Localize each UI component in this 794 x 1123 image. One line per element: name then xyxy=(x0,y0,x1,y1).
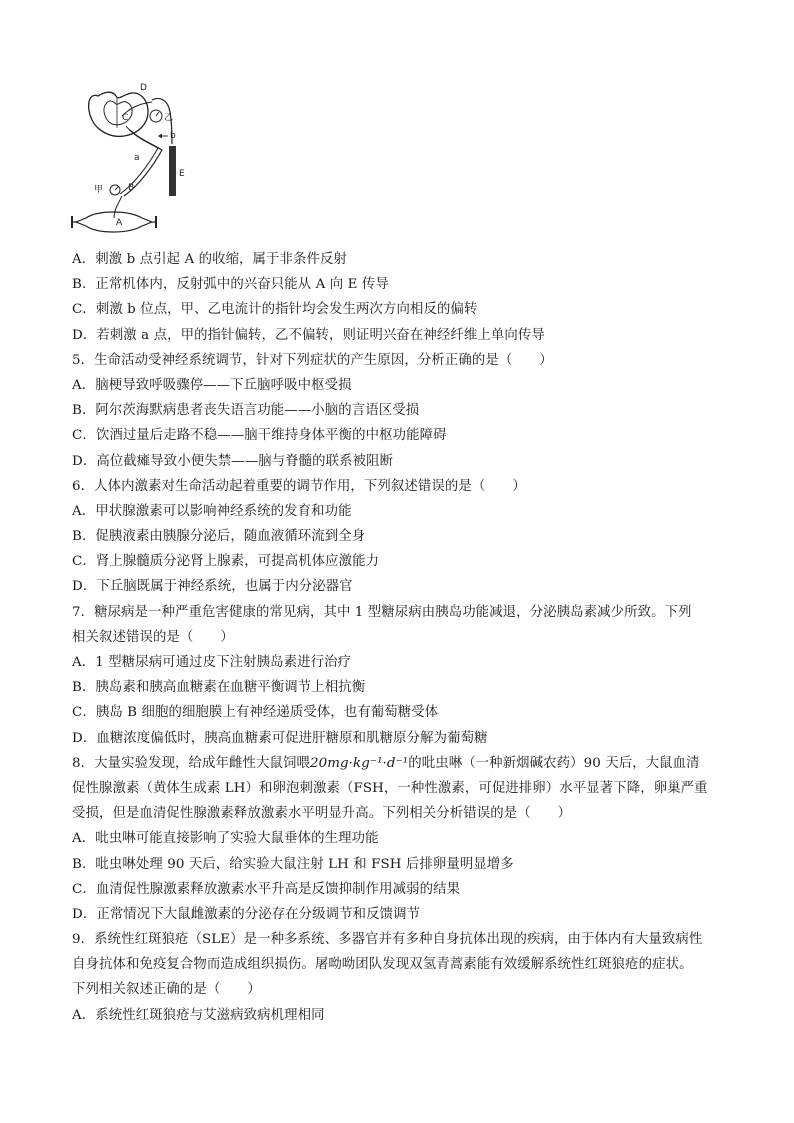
q5-option-a: A．脑梗导致呼吸骤停——下丘脑呼吸中枢受损 xyxy=(72,377,352,393)
meter-yi-needle xyxy=(156,112,159,116)
q9-stem-line3: 下列相关叙述正确的是（ ） xyxy=(72,982,261,998)
q8-option-d: D．正常情况下大鼠雌激素的分泌存在分级调节和反馈调节 xyxy=(72,906,421,922)
q8-option-a: A．吡虫啉可能直接影响了实验大鼠垂体的生理功能 xyxy=(72,831,379,847)
label-d: D xyxy=(140,83,147,93)
q4-option-a: A．刺激 b 点引起 A 的收缩，属于非条件反射 xyxy=(72,252,347,267)
label-b-upper: B xyxy=(128,183,135,193)
q7-option-a: A．1 型糖尿病可通过皮下注射胰岛素进行治疗 xyxy=(72,655,352,670)
q6-stem: 6．人体内激素对生命活动起着重要的调节作用，下列叙述错误的是（ ） xyxy=(72,478,526,494)
q7-option-b: B．胰岛素和胰高血糖素在血糖平衡调节上相抗衡 xyxy=(72,680,366,696)
label-c: C xyxy=(122,113,129,123)
q6-option-b: B．促胰液素由胰腺分泌后，随血液循环流到全身 xyxy=(72,529,366,545)
q6-option-d: D．下丘脑既属于神经系统，也属于内分泌器官 xyxy=(72,579,353,595)
q9-option-a: A．系统性红斑狼疮与艾滋病致病机理相同 xyxy=(72,1007,325,1023)
effector-e-shape xyxy=(169,146,176,196)
label-yi: 乙 xyxy=(164,113,174,123)
nerve-ending xyxy=(114,196,122,218)
q8-option-c: C．血清促性腺激素释放激素水平升高是反馈抑制作用减弱的结果 xyxy=(72,881,461,897)
q8-stem-post: 的吡虫啉（一种新烟碱农药）90 天后，大鼠血清 xyxy=(408,755,700,771)
label-jia: 甲 xyxy=(94,185,104,195)
question-content xyxy=(72,247,732,1028)
meter-jia-needle xyxy=(115,187,118,190)
reflex-arc-figure xyxy=(68,78,198,238)
q8-stem-line1 xyxy=(72,751,732,776)
q4-option-b: B．正常机体内，反射弧中的兴奋只能从 A 向 E 传导 xyxy=(72,277,389,293)
q5-option-c: C．饮酒过量后走路不稳——脑干维持身体平衡的中枢功能障碍 xyxy=(72,428,447,444)
q8-option-b: B．吡虫啉处理 90 天后，给实验大鼠注射 LH 和 FSH 后排卵量明显增多 xyxy=(72,856,514,872)
q5-option-d: D．高位截瘫导致小便失禁——脑与脊髓的联系被阻断 xyxy=(72,453,394,469)
q4-option-d: D．若刺激 a 点，甲的指针偏转，乙不偏转，则证明兴奋在神经纤维上单向传导 xyxy=(72,327,545,343)
q4-option-c: C．刺激 b 位点，甲、乙电流计的指针均会发生两次方向相反的偏转 xyxy=(72,302,478,318)
q8-stem-line2: 促性腺激素（黄体生成素 LH）和卵泡刺激素（FSH，一种性激素，可促进排卵）水平显著下降，卵巢严重 xyxy=(72,780,708,796)
q8-stem-pre: 8．大量实验发现，给成年雌性大鼠饲喂 xyxy=(72,755,310,771)
q9-stem-line2: 自身抗体和免疫复合物而造成组织损伤。屠呦呦团队发现双氢青蒿素能有效缓解系统性红斑狼疮的症状。 xyxy=(72,957,693,973)
q9-stem-line1: 9．系统性红斑狼疮（SLE）是一种多系统、多器官并有多种自身抗体出现的疾病，由于体内有大量致病性 xyxy=(72,932,703,948)
q8-dose: 20mg·kg⁻¹·d⁻¹ xyxy=(309,755,409,771)
q7-option-c: C．胰岛 B 细胞的细胞膜上有神经递质受体，也有葡萄糖受体 xyxy=(72,705,439,721)
label-a-upper: A xyxy=(116,218,123,228)
spinal-cord-shape xyxy=(89,92,148,136)
q6-option-a: A．甲状腺激素可以影响神经系统的发育和功能 xyxy=(72,503,352,519)
arrow-b-head-icon xyxy=(158,134,162,139)
q7-stem-line1: 7．糖尿病是一种严重危害健康的常见病，其中 1 型糖尿病由胰岛功能减退，分泌胰岛素减少所致。下列 xyxy=(72,604,692,620)
q7-option-d: D．血糖浓度偏低时，胰高血糖素可促进肝糖原和肌糖原分解为葡萄糖 xyxy=(72,730,488,746)
label-a: a xyxy=(134,153,140,163)
label-e: E xyxy=(179,169,185,179)
q8-stem-line3: 受损，但是血清促性腺激素释放激素水平明显升高。下列相关分析错误的是（ ） xyxy=(72,806,572,822)
q5-stem: 5．生命活动受神经系统调节，针对下列症状的产生原因，分析正确的是（ ） xyxy=(72,352,553,368)
q5-option-b: B．阿尔茨海默病患者丧失语言功能——小脑的言语区受损 xyxy=(72,403,420,419)
q7-stem-line2: 相关叙述错误的是（ ） xyxy=(72,629,234,645)
q6-option-c: C．肾上腺髓质分泌肾上腺素，可提高机体应激能力 xyxy=(72,554,380,570)
label-b: b xyxy=(170,131,176,141)
